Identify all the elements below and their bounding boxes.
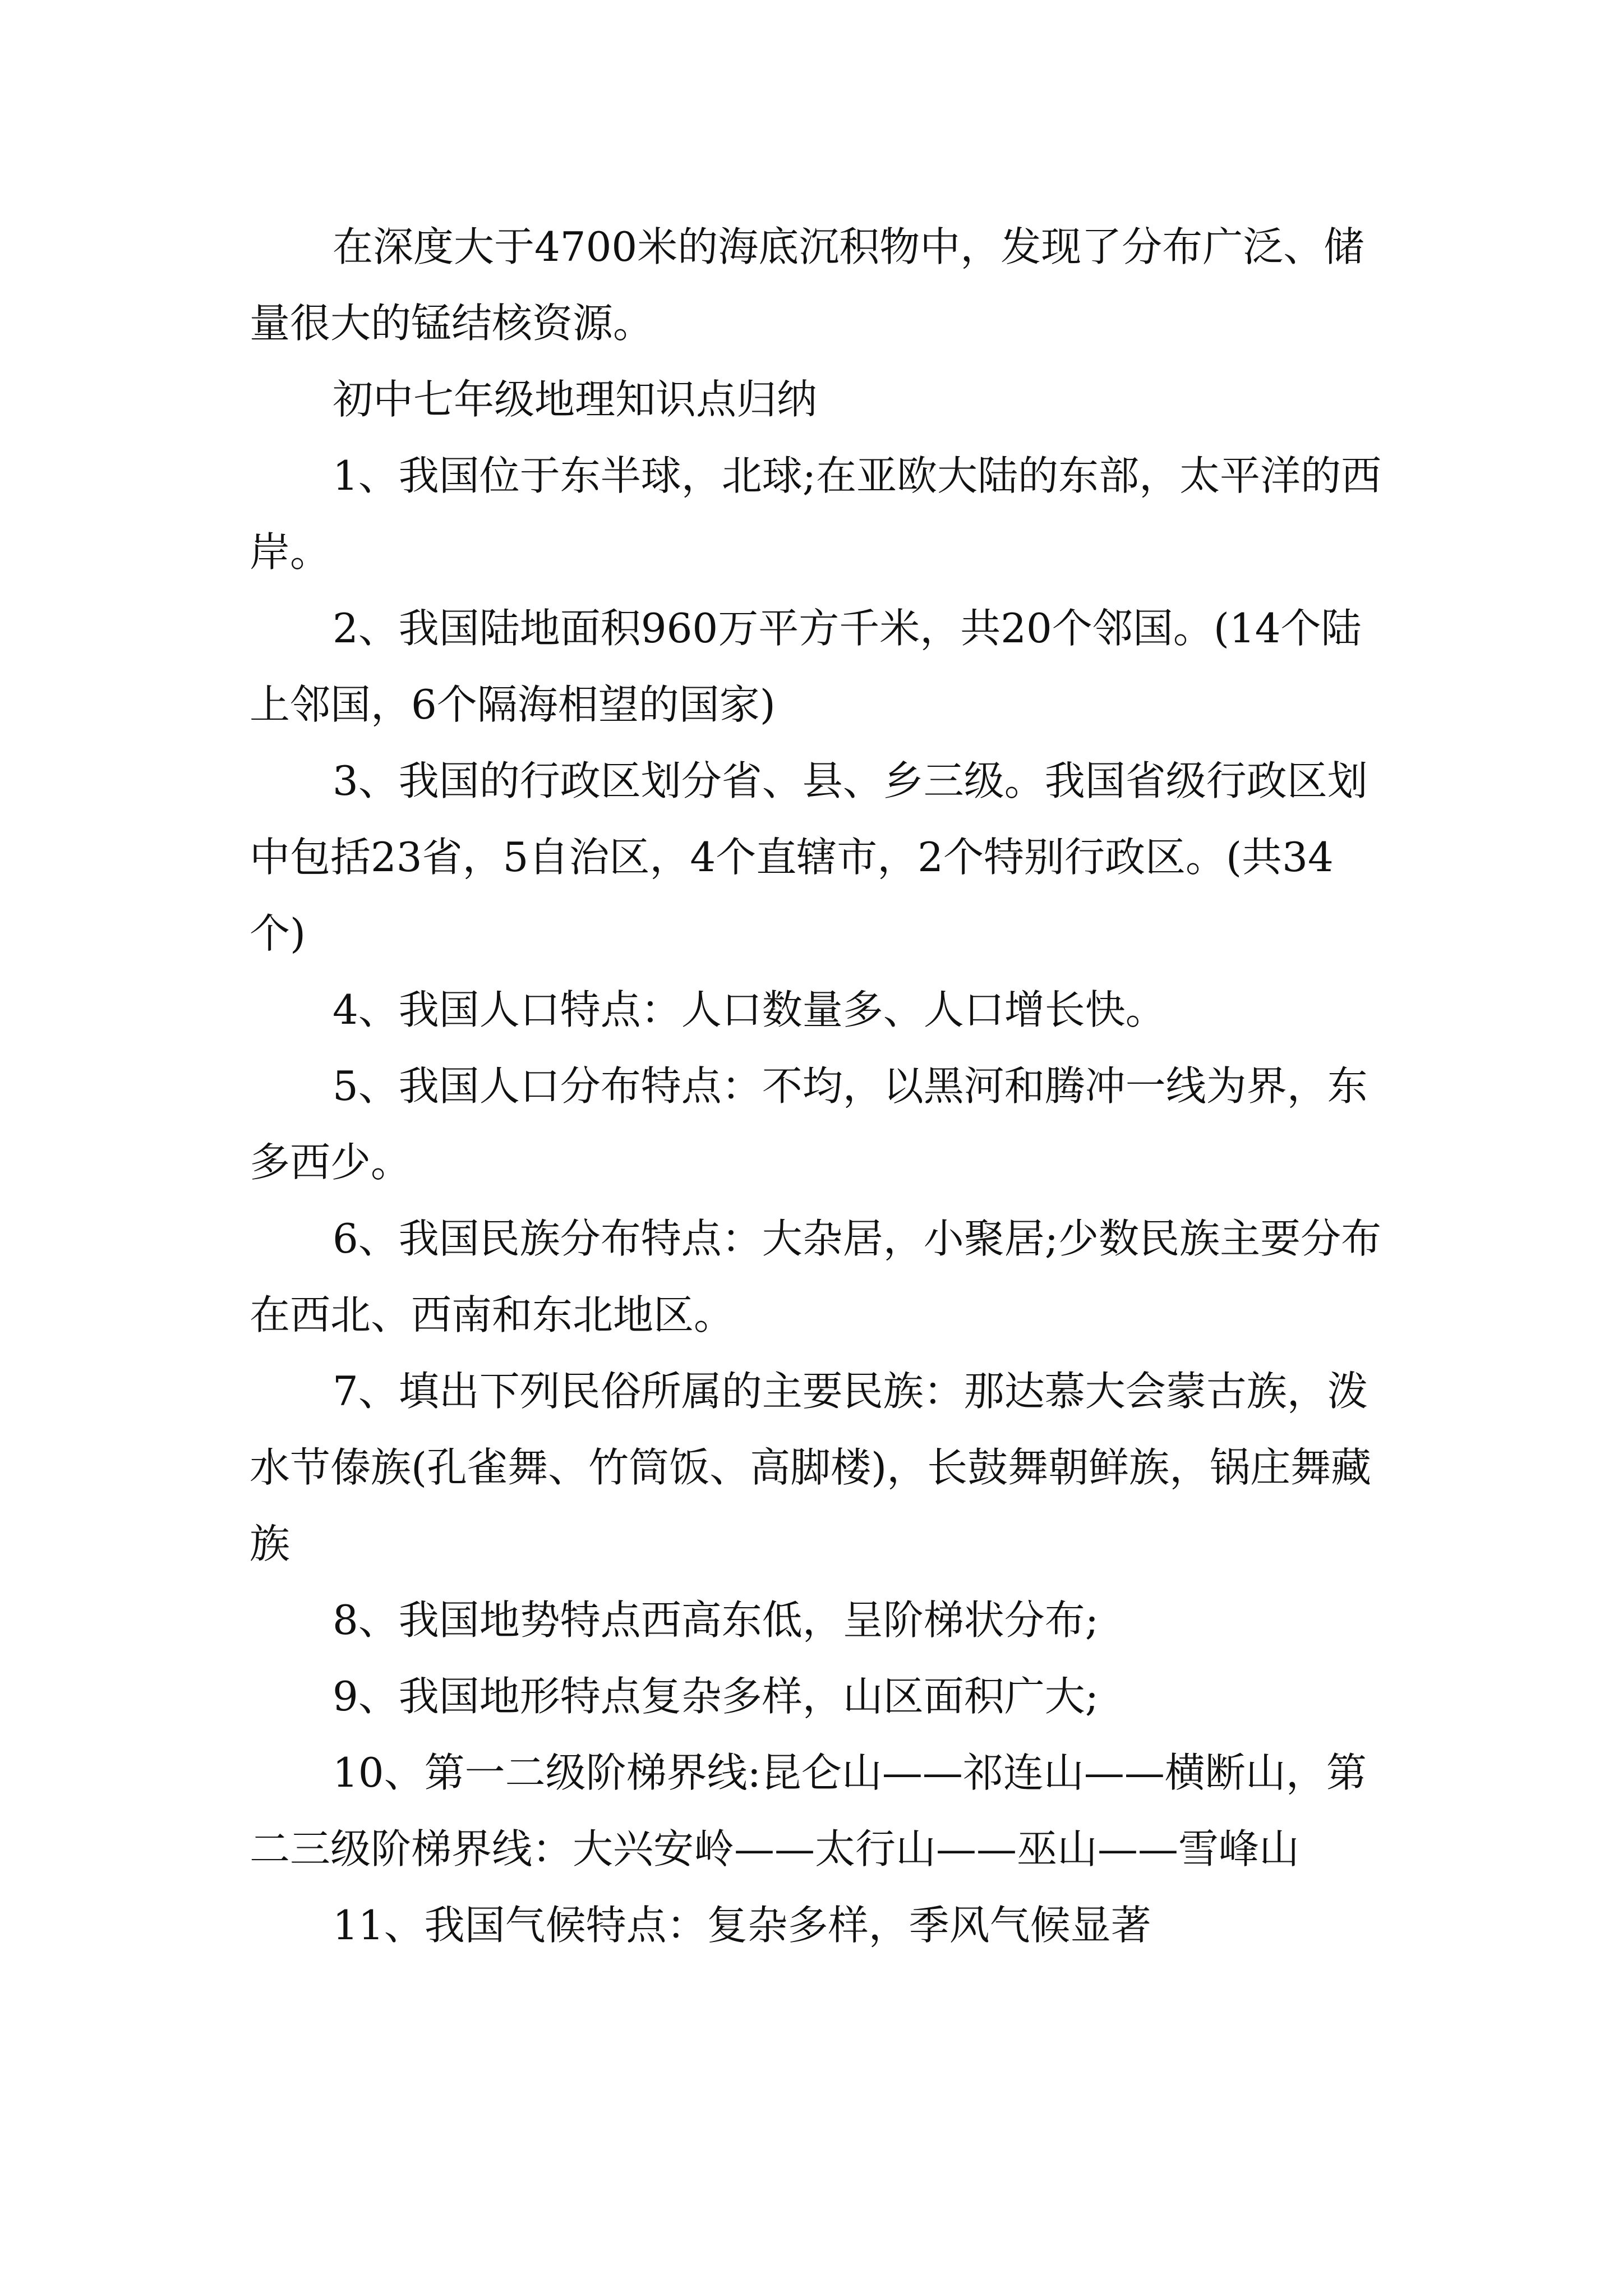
list-item-2: 2、我国陆地面积960万平方千米，共20个邻国。(14个陆上邻国，6个隔海相望的国家) — [250, 605, 1362, 728]
list-item-11: 11、我国气候特点：复杂多样，季风气候显著 — [333, 1902, 1151, 1949]
list-item-1: 1、我国位于东半球，北球;在亚欧大陆的东部，太平洋的西岸。 — [250, 452, 1382, 576]
section-heading: 初中七年级地理知识点归纳 — [333, 376, 818, 423]
list-item-10: 10、第一二级阶梯界线:昆仑山——祁连山——横断山，第二三级阶梯界线：大兴安岭——太行山——巫山——雪峰山 — [250, 1749, 1367, 1872]
list-item-5: 5、我国人口分布特点：不均，以黑河和腾冲一线为界，东多西少。 — [250, 1062, 1368, 1186]
list-item-7: 7、填出下列民俗所属的主要民族：那达慕大会蒙古族，泼水节傣族(孔雀舞、竹筒饭、高脚楼)，长鼓舞朝鲜族，锅庄舞藏族 — [250, 1368, 1372, 1567]
list-item-4: 4、我国人口特点：人口数量多、人口增长快。 — [333, 986, 1166, 1033]
document-body — [250, 209, 1388, 1963]
list-item-6: 6、我国民族分布特点：大杂居，小聚居;少数民族主要分布在西北、西南和东北地区。 — [250, 1215, 1382, 1338]
list-item-9: 9、我国地形特点复杂多样，山区面积广大; — [333, 1673, 1099, 1720]
list-item-8: 8、我国地势特点西高东低，呈阶梯状分布; — [333, 1596, 1099, 1644]
paragraph-manganese-nodules: 在深度大于4700米的海底沉积物中，发现了分布广泛、储量很大的锰结核资源。 — [250, 223, 1364, 347]
list-item-3: 3、我国的行政区划分省、县、乡三级。我国省级行政区划中包括23省，5自治区，4个直辖市，2个特别行政区。(共34个) — [250, 757, 1368, 957]
